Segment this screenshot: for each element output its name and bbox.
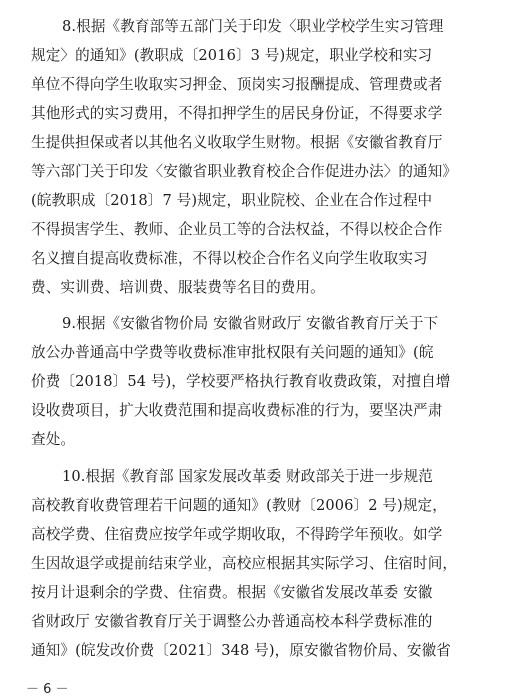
text-line: 生提供担保或者以其他名义收取学生财物。根据《安徽省教育厅	[31, 134, 443, 151]
text-line: 名义擅自提高收费标准，不得以校企合作名义向学生收取实习	[31, 250, 428, 267]
text-line: 费、实训费、培训费、服装费等名目的费用。	[31, 279, 325, 296]
text-line: 通知》(皖发改价费〔2021〕348 号)，原安徽省物价局、安徽省	[31, 642, 451, 659]
text-line: 不得损害学生、教师、企业员工等的合法权益，不得以校企合作	[31, 221, 443, 238]
text-line: 等六部门关于印发〈安徽省职业教育校企合作促进办法〉的通知》	[31, 163, 458, 180]
text-line: (皖教职成〔2018〕7 号)规定，职业院校、企业在合作过程中	[31, 192, 433, 209]
text-line: 高校学费、住宿费应按学年或学期收取，不得跨学年预收。如学	[31, 526, 443, 543]
text-line: 省财政厅 安徽省教育厅关于调整公办普通高校本科学费标准的	[31, 613, 433, 630]
text-line: 10.根据《教育部 国家发展改革委 财政部关于进一步规范	[62, 468, 433, 485]
text-line: 8.根据《教育部等五部门关于印发〈职业学校学生实习管理	[62, 18, 444, 35]
text-line: 价费〔2018〕54 号)，学校要严格执行教育收费政策，对擅自增	[31, 373, 451, 390]
text-line: 生因故退学或提前结束学业，高校应根据其实际学习、住宿时间，	[31, 555, 458, 572]
page-number: － 6 －	[26, 682, 69, 697]
text-line: 高校教育收费管理若干问题的通知》(教财〔2006〕2 号)规定，	[31, 497, 447, 514]
text-line: 放公办普通高中学费等收费标准审批权限有关问题的通知》(皖	[31, 344, 434, 361]
text-line: 9.根据《安徽省物价局 安徽省财政厅 安徽省教育厅关于下	[62, 315, 439, 332]
text-line: 设收费项目，扩大收费范围和提高收费标准的行为，要坚决严肃	[31, 402, 443, 419]
text-line: 查处。	[31, 431, 76, 448]
text-line: 规定〉的通知》(教职成〔2016〕3 号)规定，职业学校和实习	[31, 47, 433, 64]
text-line: 单位不得向学生收取实习押金、顶岗实习报酬提成、管理费或者	[31, 76, 443, 93]
text-line: 按月计退剩余的学费、住宿费。根据《安徽省发展改革委 安徽	[31, 584, 433, 601]
text-line: 其他形式的实习费用，不得扣押学生的居民身份证，不得要求学	[31, 105, 443, 122]
